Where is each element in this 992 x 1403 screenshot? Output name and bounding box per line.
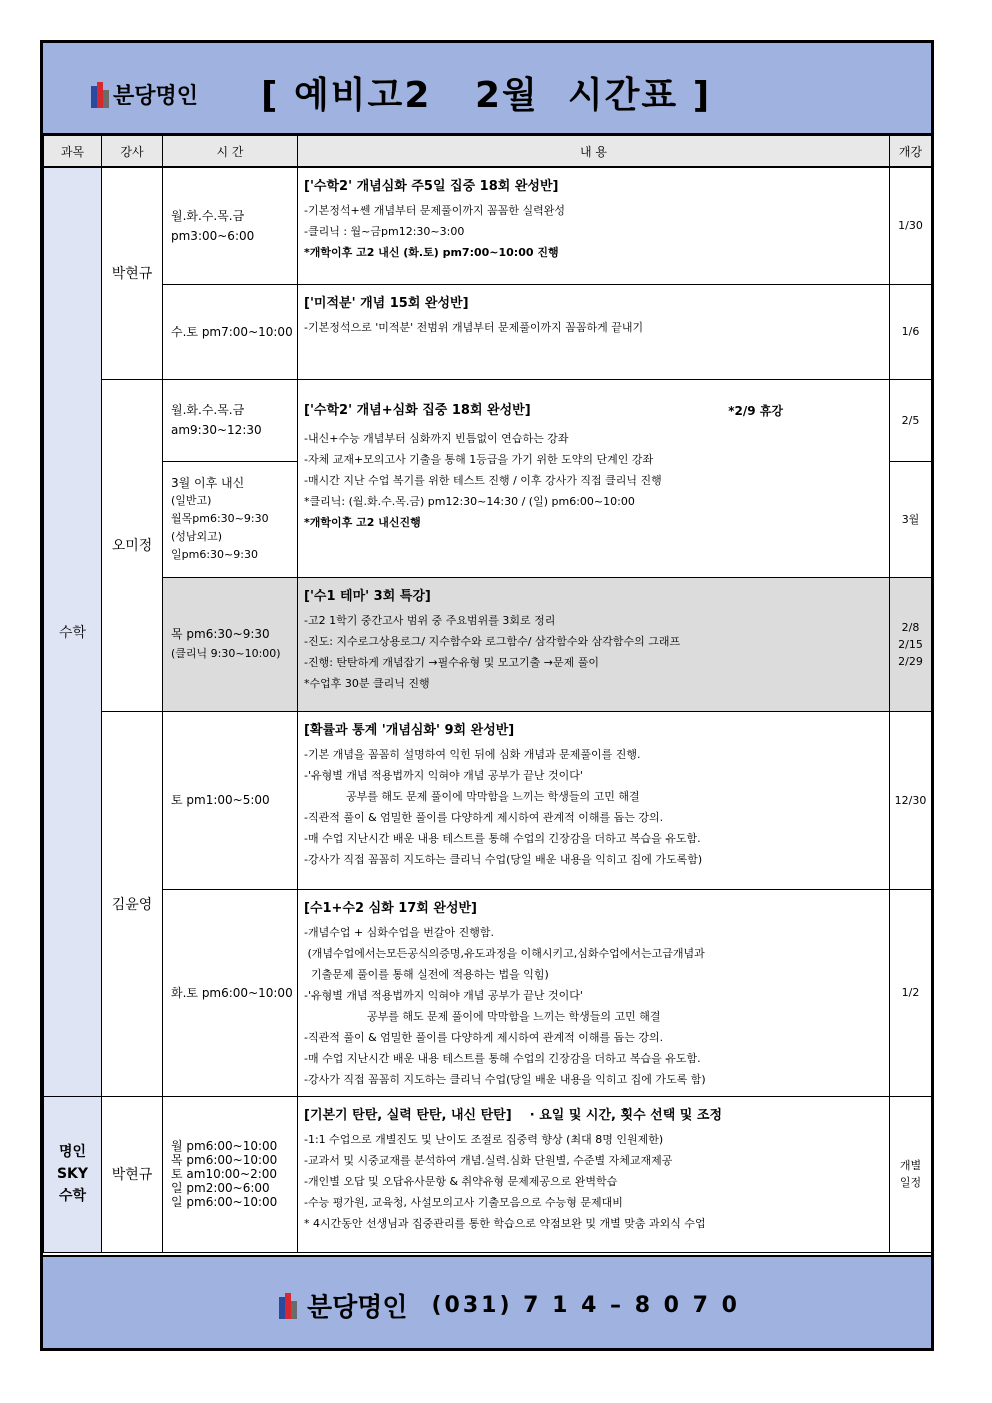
time-line: 목 pm6:30~9:30 xyxy=(171,627,270,641)
time-cell: 수.토 pm7:00~10:00 xyxy=(163,284,298,379)
col-subject: 과목 xyxy=(44,136,102,168)
open-date: 2/5 xyxy=(890,379,932,461)
course-title-row xyxy=(304,398,883,424)
subject-cell xyxy=(44,1096,102,1252)
table-row xyxy=(44,577,932,711)
col-content: 내 용 xyxy=(298,136,890,168)
course-title: ['수1 테마' 3회 특강] xyxy=(304,588,431,604)
logo-text: 분당명인 xyxy=(307,1293,408,1323)
content-line: -클리닉 : 월~금pm12:30~3:00 xyxy=(304,225,465,238)
content-line: -기본정석으로 '미적분' 전범위 개념부터 문제풀이까지 꼼꼼하게 끝내기 xyxy=(304,320,644,334)
teacher-cell: 오미정 xyxy=(102,379,163,711)
content-line: *개학이후 고2 내신진행 xyxy=(304,515,421,529)
time-line: 월목pm6:30~9:30 xyxy=(171,512,269,525)
content-line: -개인별 오답 및 오답유사문항 & 취약유형 문제제공으로 완벽학습 xyxy=(304,1174,618,1188)
content-line: -수능 평가원, 교육청, 사설모의고사 기출모음으로 수능형 문제대비 xyxy=(304,1195,623,1209)
content-line: -진도: 지수로그상용로그/ 지수함수와 로그함수/ 삼각함수와 삼각함수의 그래프 xyxy=(304,634,681,648)
open-date-line: 2/15 xyxy=(898,637,923,651)
content-line: -1:1 수업으로 개별진도 및 난이도 조절로 집중력 향상 (최대 8명 인원제한) xyxy=(304,1132,664,1146)
time-line: 일 pm6:00~10:00 xyxy=(171,1195,278,1209)
table-row xyxy=(44,284,932,379)
subject-line: SKY xyxy=(56,1166,89,1182)
time-cell xyxy=(163,379,298,461)
logo-icon xyxy=(91,82,109,108)
content-line: (개념수업에서는모든공식의증명,유도과정을 이해시키고,심화수업에서는고급개념과 xyxy=(304,946,705,960)
content-cell xyxy=(298,284,890,379)
open-date: 12/30 xyxy=(890,711,932,889)
timetable xyxy=(43,135,932,1253)
time-cell xyxy=(163,167,298,284)
open-date: 1/6 xyxy=(890,284,932,379)
content-line: -'유형별 개념 적용법까지 익혀야 개념 공부가 끝난 것이다' xyxy=(304,988,583,1002)
open-date-line: 일정 xyxy=(899,1176,922,1189)
time-cell xyxy=(163,1096,298,1252)
content-line: -매시간 지난 수업 복기를 위한 테스트 진행 / 이후 강사가 직접 클리닉 진행 xyxy=(304,473,662,487)
time-line: 월 pm6:00~10:00 xyxy=(171,1139,278,1153)
phone-number[interactable]: (031) 7 1 4 – 8 0 7 0 xyxy=(431,1293,740,1318)
time-line: 월.화.수.목.금 xyxy=(171,208,245,223)
col-open: 개강 xyxy=(890,136,932,168)
time-line: 일pm6:30~9:30 xyxy=(171,548,258,561)
content-line: -매 수업 지난시간 배운 내용 테스트를 통해 수업의 긴장감을 더하고 복습을 유도함. xyxy=(304,831,701,845)
course-title: [기본기 탄탄, 실력 탄탄, 내신 탄탄] · 요일 및 시간, 횟수 선택 및 조정 xyxy=(304,1107,723,1123)
footer-contact xyxy=(279,1287,740,1324)
open-date-line: 2/8 xyxy=(901,620,920,634)
content-cell xyxy=(298,379,890,577)
page-title: [ 예비고2 2월 시간표 ] xyxy=(261,75,712,116)
time-line: pm3:00~6:00 xyxy=(171,228,255,243)
content-line: -강사가 직접 꼼꼼히 지도하는 클리닉 수업(당일 배운 내용을 익히고 집에 가도록 함) xyxy=(304,1072,706,1086)
table-row xyxy=(44,889,932,1096)
content-line: -교과서 및 시중교재를 분석하여 개념.실력.심화 단원별, 수준별 자체교재제공 xyxy=(304,1153,673,1167)
open-date xyxy=(890,1096,932,1252)
content-line: -자체 교재+모의고사 기출을 통해 1등급을 가기 위한 도약의 단계인 강좌 xyxy=(304,452,654,466)
col-time: 시 간 xyxy=(163,136,298,168)
content-line: *클리닉: (월.화.수.목.금) pm12:30~14:30 / (일) pm6:00~10:00 xyxy=(304,494,635,508)
teacher-cell: 박현규 xyxy=(102,1096,163,1252)
content-cell xyxy=(298,889,890,1096)
time-line: am9:30~12:30 xyxy=(171,423,262,437)
time-cell xyxy=(163,461,298,577)
time-line: 토 am10:00~2:00 xyxy=(171,1167,278,1181)
course-title: ['수학2' 개념+심화 집중 18회 완성반] xyxy=(304,402,531,418)
time-line: 3월 이후 내신 xyxy=(171,476,245,490)
holiday-note: *2/9 휴강 xyxy=(728,403,783,418)
content-line: -강사가 직접 꼼꼼히 지도하는 클리닉 수업(당일 배운 내용을 익히고 집에 가도록함) xyxy=(304,852,703,866)
content-line: 공부를 해도 문제 풀이에 막막함을 느끼는 학생들의 고민 해결 xyxy=(304,1009,661,1023)
open-date-line: 개별 xyxy=(899,1159,922,1172)
content-line: -내신+수능 개념부터 심화까지 빈틈없이 연습하는 강좌 xyxy=(304,431,569,445)
content-line: -'유형별 개념 적용법까지 익혀야 개념 공부가 끝난 것이다' xyxy=(304,768,583,782)
table-row xyxy=(44,379,932,461)
course-title: ['수학2' 개념심화 주5일 집중 18회 완성반] xyxy=(304,179,559,194)
table-row xyxy=(44,711,932,889)
content-line: -기본정석+쎈 개념부터 문제풀이까지 꼼꼼한 실력완성 xyxy=(304,204,565,217)
timetable-frame xyxy=(40,40,934,1351)
time-line: 월.화.수.목.금 xyxy=(171,403,245,417)
content-line: 기출문제 풀이를 통해 실전에 적용하는 법을 익힘) xyxy=(304,967,549,981)
time-cell: 화.토 pm6:00~10:00 xyxy=(163,889,298,1096)
subject-cell: 수학 xyxy=(44,167,102,1096)
time-cell: 토 pm1:00~5:00 xyxy=(163,711,298,889)
teacher-cell: 김윤영 xyxy=(102,711,163,1096)
content-line: -개념수업 + 심화수업을 번갈아 진행함. xyxy=(304,925,495,939)
content-cell xyxy=(298,577,890,711)
footer-logo xyxy=(279,1287,407,1324)
content-line: -고2 1학기 중간고사 범위 중 주요범위를 3회로 정리 xyxy=(304,613,556,627)
table-header-row xyxy=(44,136,932,168)
content-line: *개학이후 고2 내신 (화.토) pm7:00~10:00 진행 xyxy=(304,246,559,259)
content-cell xyxy=(298,1096,890,1252)
course-title: ['미적분' 개념 15회 완성반] xyxy=(304,295,469,311)
content-line: -진행: 탄탄하게 개념잡기 →필수유형 및 모고기출 →문제 풀이 xyxy=(304,655,599,669)
course-title: [확률과 통계 '개념심화' 9회 완성반] xyxy=(304,722,515,738)
teacher-cell: 박현규 xyxy=(102,167,163,379)
header-banner xyxy=(43,43,931,135)
time-line: 일 pm2:00~6:00 xyxy=(171,1181,270,1195)
content-line: -직관적 풀이 & 엄밀한 풀이를 다양하게 제시하여 관계적 이해를 돕는 강의. xyxy=(304,810,664,824)
content-line: -매 수업 지난시간 배운 내용 테스트를 통해 수업의 긴장감을 더하고 복습을 유도함. xyxy=(304,1051,701,1065)
time-line: (클리닉 9:30~10:00) xyxy=(171,647,281,660)
open-date: 1/30 xyxy=(890,167,932,284)
content-cell xyxy=(298,167,890,284)
subject-line: 수학 xyxy=(58,1188,87,1204)
content-line: * 4시간동안 선생님과 집중관리를 통한 학습으로 약점보완 및 개별 맞춤 과외식 수업 xyxy=(304,1216,706,1230)
open-date: 3월 xyxy=(890,461,932,577)
table-row xyxy=(44,1096,932,1252)
open-date xyxy=(890,577,932,711)
col-teacher: 강사 xyxy=(102,136,163,168)
course-title: [수1+수2 심화 17회 완성반] xyxy=(304,900,477,916)
subject-line: 명인 xyxy=(58,1144,87,1160)
content-line: 공부를 해도 문제 풀이에 막막함을 느끼는 학생들의 고민 해결 xyxy=(304,789,640,803)
time-line: (일반고) xyxy=(171,494,212,507)
open-date-line: 2/29 xyxy=(898,654,923,668)
time-line: (성남외고) xyxy=(171,530,223,543)
time-line: 목 pm6:00~10:00 xyxy=(171,1153,278,1167)
content-line: *수업후 30분 클리닉 진행 xyxy=(304,676,430,690)
open-date: 1/2 xyxy=(890,889,932,1096)
footer-banner xyxy=(43,1255,931,1348)
time-cell xyxy=(163,577,298,711)
logo-text: 분당명인 xyxy=(113,84,199,109)
brand-logo xyxy=(91,79,198,110)
content-line: -직관적 풀이 & 엄밀한 풀이를 다양하게 제시하여 관계적 이해를 돕는 강의. xyxy=(304,1030,664,1044)
content-cell xyxy=(298,711,890,889)
table-row xyxy=(44,167,932,284)
logo-icon xyxy=(279,1293,297,1319)
content-line: -기본 개념을 꼼꼼히 설명하여 익힌 뒤에 심화 개념과 문제풀이를 진행. xyxy=(304,747,641,761)
